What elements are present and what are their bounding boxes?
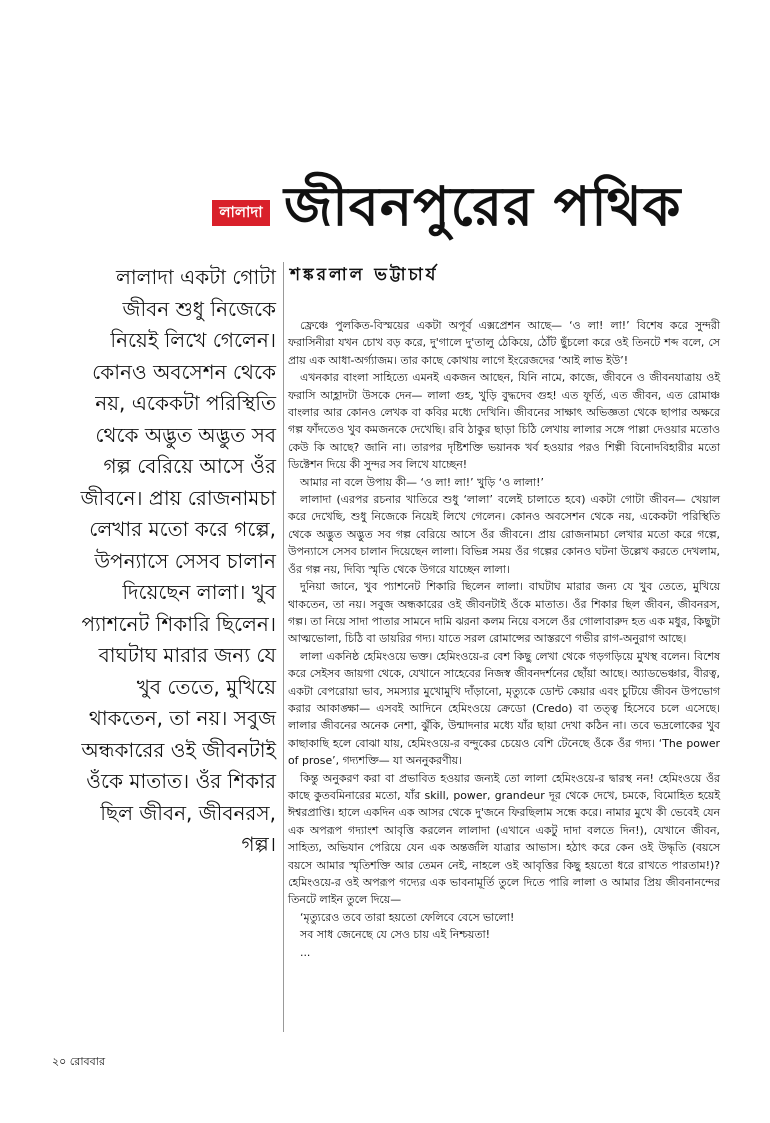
verse-ellipsis: ... bbox=[300, 945, 311, 959]
pullquote-text: লালাদা একটা গোটা জীবন শুধু নিজেকে নিয়েই লিখে গেলেন। কোনও অবসেশন থেকে নয়, একেকটা পরিস্থিতি থেকে অদ্ভুত অদ্ভুত সব গল্প বেরিয়ে আসে ওঁর জীবনে। প্রায় রোজনামচা লেখার মতো করে গল্পে, উপন্যাসে সেসব চালান দিয়েছেন লালা। খুব প্যাশনেট শিকারি ছিলেন। বাঘটাঘ মারার জন্য যে খুব তেতে, মুখিয়ে থাকতেন, তা নয়। সবুজ অন্ধকারের ওই জীবনটাই ওঁকে মাতাত। ওঁর শিকার ছিল জীবন, জীবনরস, গল্প। bbox=[80, 265, 276, 856]
article-paragraph: ফ্রেঞ্চে পুলকিত-বিস্ময়ের একটা অপূর্ব এক্সপ্রেশন আছে— ‘ও লা! লা!’ বিশেষ করে সুন্দরী ফরাসিনীরা যখন চোখ বড় করে, দু'গালে দু'তালু ঠেকিয়ে, ঠোঁট ছুঁচলো করে ওই তিনটে শব্দ বলে, সে প্রায় এক আধা-অর্গ্যাজম। তার কাছে কোথায় লাগে ইংরেজদের ‘আই লাভ ইউ’! bbox=[288, 319, 720, 367]
section-tag: লালাদা bbox=[212, 200, 270, 226]
article-paragraph: এখনকার বাংলা সাহিত্যে এমনই একজন আছেন, যিনি নামে, কাজে, জীবনে ও জীবনযাত্রায় ওই ফরাসি আহ্লাদটা উসকে দেন— লালা গুহ, খুড়ি বুদ্ধদেব গুহ! এত ফূর্তি, এত জীবন, এত রোমাঞ্চ বাংলার আর কোনও লেখক বা কবির মধ্যে দেখিনি। জীবনের সাক্ষাৎ অভিজ্ঞতা থেকে ছাপার অক্ষরে গল্প ফাঁদতেও খুব কমজনকে দেখেছি। রবি ঠাকুর ছাড়া চিঠি লেখায় লালার সঙ্গে পাল্লা দেওয়ার মতোও কেউ কি আছে? জানি না। তারপর দৃষ্টিশক্তি ভয়ানক খর্ব হওয়ার পরও শিল্পী বিনোদবিহারীর মতো ডিক্টেশন দিয়ে কী সুন্দর সব লিখে যাচ্ছেন! bbox=[288, 371, 720, 472]
article-paragraph: কিন্তু অনুকরণ করা বা প্রভাবিত হওয়ার জন্যই তো লালা হেমিংওয়ে-র দ্বারস্থ নন! হেমিংওয়ে ওঁর কাছে কুতবমিনারের মতো, যাঁর skill, power, grandeur দূর থেকে দেখে, চমকে, বিমোহিত হয়েই ঈশ্বরপ্রাপ্তি। হালে একদিন এক আসর থেকে দু'জনে ফিরছিলাম সন্ধে করে। নামার মুখে কী ভেবেই যেন এক অপরূপ গদ্যাংশ আবৃত্তি করলেন লালাদা (এখানে একটু দাদা বলতে দিন!), যেখানে জীবন, সাহিত্য, অভিযান পেরিয়ে যেন এক অন্তর্জলি যাত্রার আভাস। হঠাৎ করে কেন ওই উদ্ধৃতি (বয়সে বয়সে আমার স্মৃতিশক্তি আর তেমন নেই, নাহলে ওই আবৃত্তির কিছু হয়তো ধরে রাখতে পারতাম!)? হেমিংওয়ে-র ওই অপরূপ গদ্যের এক ভাবনামূর্তি তুলে দিতে পারি লালা ও আমার প্রিয় জীবনানন্দের তিনটে লাইন তুলে দিয়ে— bbox=[288, 771, 720, 907]
verse-line: সব সাধ জেনেছে যে সেও চায় এই নিশ্চয়তা! bbox=[300, 928, 491, 942]
page-folio: ২০ রোববার bbox=[52, 1055, 105, 1068]
verse-line: ‘মৃত্যুরেও তবে তারা হয়তো ফেলিবে বেসে ভালো! bbox=[300, 910, 515, 924]
article-paragraph: লালা একনিষ্ঠ হেমিংওয়ে ভক্ত। হেমিংওয়ে-র বেশ কিছু লেখা থেকে গড়গড়িয়ে মুখস্থ বলেন। বিশেষ করে সেইসব জায়গা থেকে, যেখানে সাহেবের নিজস্ব জীবনদর্শনের ছোঁয়া আছে। অ্যাডভেঞ্চার, বীরত্ব, একটা বেপরোয়া ভাব, সমস্যার মুখোমুখি দাঁড়ানো, মৃত্যুকে ডোন্ট কেয়ার এবং চুটিয়ে জীবন উপভোগ করার আকাঙ্ক্ষা— এসবই আদিনে হেমিংওয়ে ক্রেডো (Credo) বা তত্ত্ব হিসেবে চলে এসেছে। লালার জীবনের অনেক নেশা, ঝুঁকি, উন্মাদনার মধ্যে যাঁর ছায়া দেখা কঠিন না। তবে ভদ্রলোকের খুব কাছাকাছি হলে বোঝা যায়, হেমিংওয়ে-র বন্দুকের চেয়েও বেশি টেনেছে ওঁকে ওঁর গদ্য। ‘The power of prose’, গদ্যশক্তি— যা অননুকরণীয়। bbox=[288, 649, 720, 768]
column-divider bbox=[283, 262, 284, 1032]
article-paragraph: আমার না বলে উপায় কী— ‘ও লা! লা!’ খুড়ি ‘ও লালা!’ bbox=[300, 475, 544, 489]
author-byline: শঙ্করলাল ভট্টাচার্য bbox=[290, 265, 439, 285]
article-body bbox=[288, 317, 720, 961]
article-paragraph: দুনিয়া জানে, খুব প্যাশনেট শিকারি ছিলেন লালা। বাঘটাঘ মারার জন্য যে খুব তেতে, মুখিয়ে থাকতেন, তা নয়। সবুজ অন্ধকারের ওই জীবনটাই ওঁকে মাতাত। ওঁর শিকার ছিল জীবন, জীবনরস, গল্প। তা নিয়ে সাদা পাতার সামনে দামি ঝরনা কলম নিয়ে বসলে ওঁর গোলাবারুদ হত এক মধুর, কিছুটা আত্মভোলা, চিঠি বা ডায়রির গদ্য। যাতে সরল রোমান্সের আস্তরণে গভীর রাগ-অনুরাগ আছে। bbox=[288, 580, 720, 646]
article-title: জীবনপুরের পথিক bbox=[284, 175, 682, 238]
pullquote bbox=[80, 262, 276, 861]
article-paragraph: লালাদা (এরপর রচনার খাতিরে শুধু ‘লালা’ বলেই চালাতে হবে) একটা গোটা জীবন— খেয়াল করে দেখেছি, শুধু নিজেকে নিয়েই লিখে গেলেন। কোনও অবসেশন থেকে নয়, একেকটা পরিস্থিতি থেকে অদ্ভুত অদ্ভুত সব গল্প বেরিয়ে আসে ওঁর জীবনে। প্রায় রোজনামচা লেখার মতো করে গল্পে, উপন্যাসে সেসব চালান দিয়েছেন লালা। বিভিন্ন সময় ওঁর গল্পের কোনও ঘটনা উল্লেখ করতে দেখলাম, ওঁর গল্প নয়, দিব্যি স্মৃতি থেকে উগরে যাচ্ছেন লালা। bbox=[288, 493, 720, 576]
